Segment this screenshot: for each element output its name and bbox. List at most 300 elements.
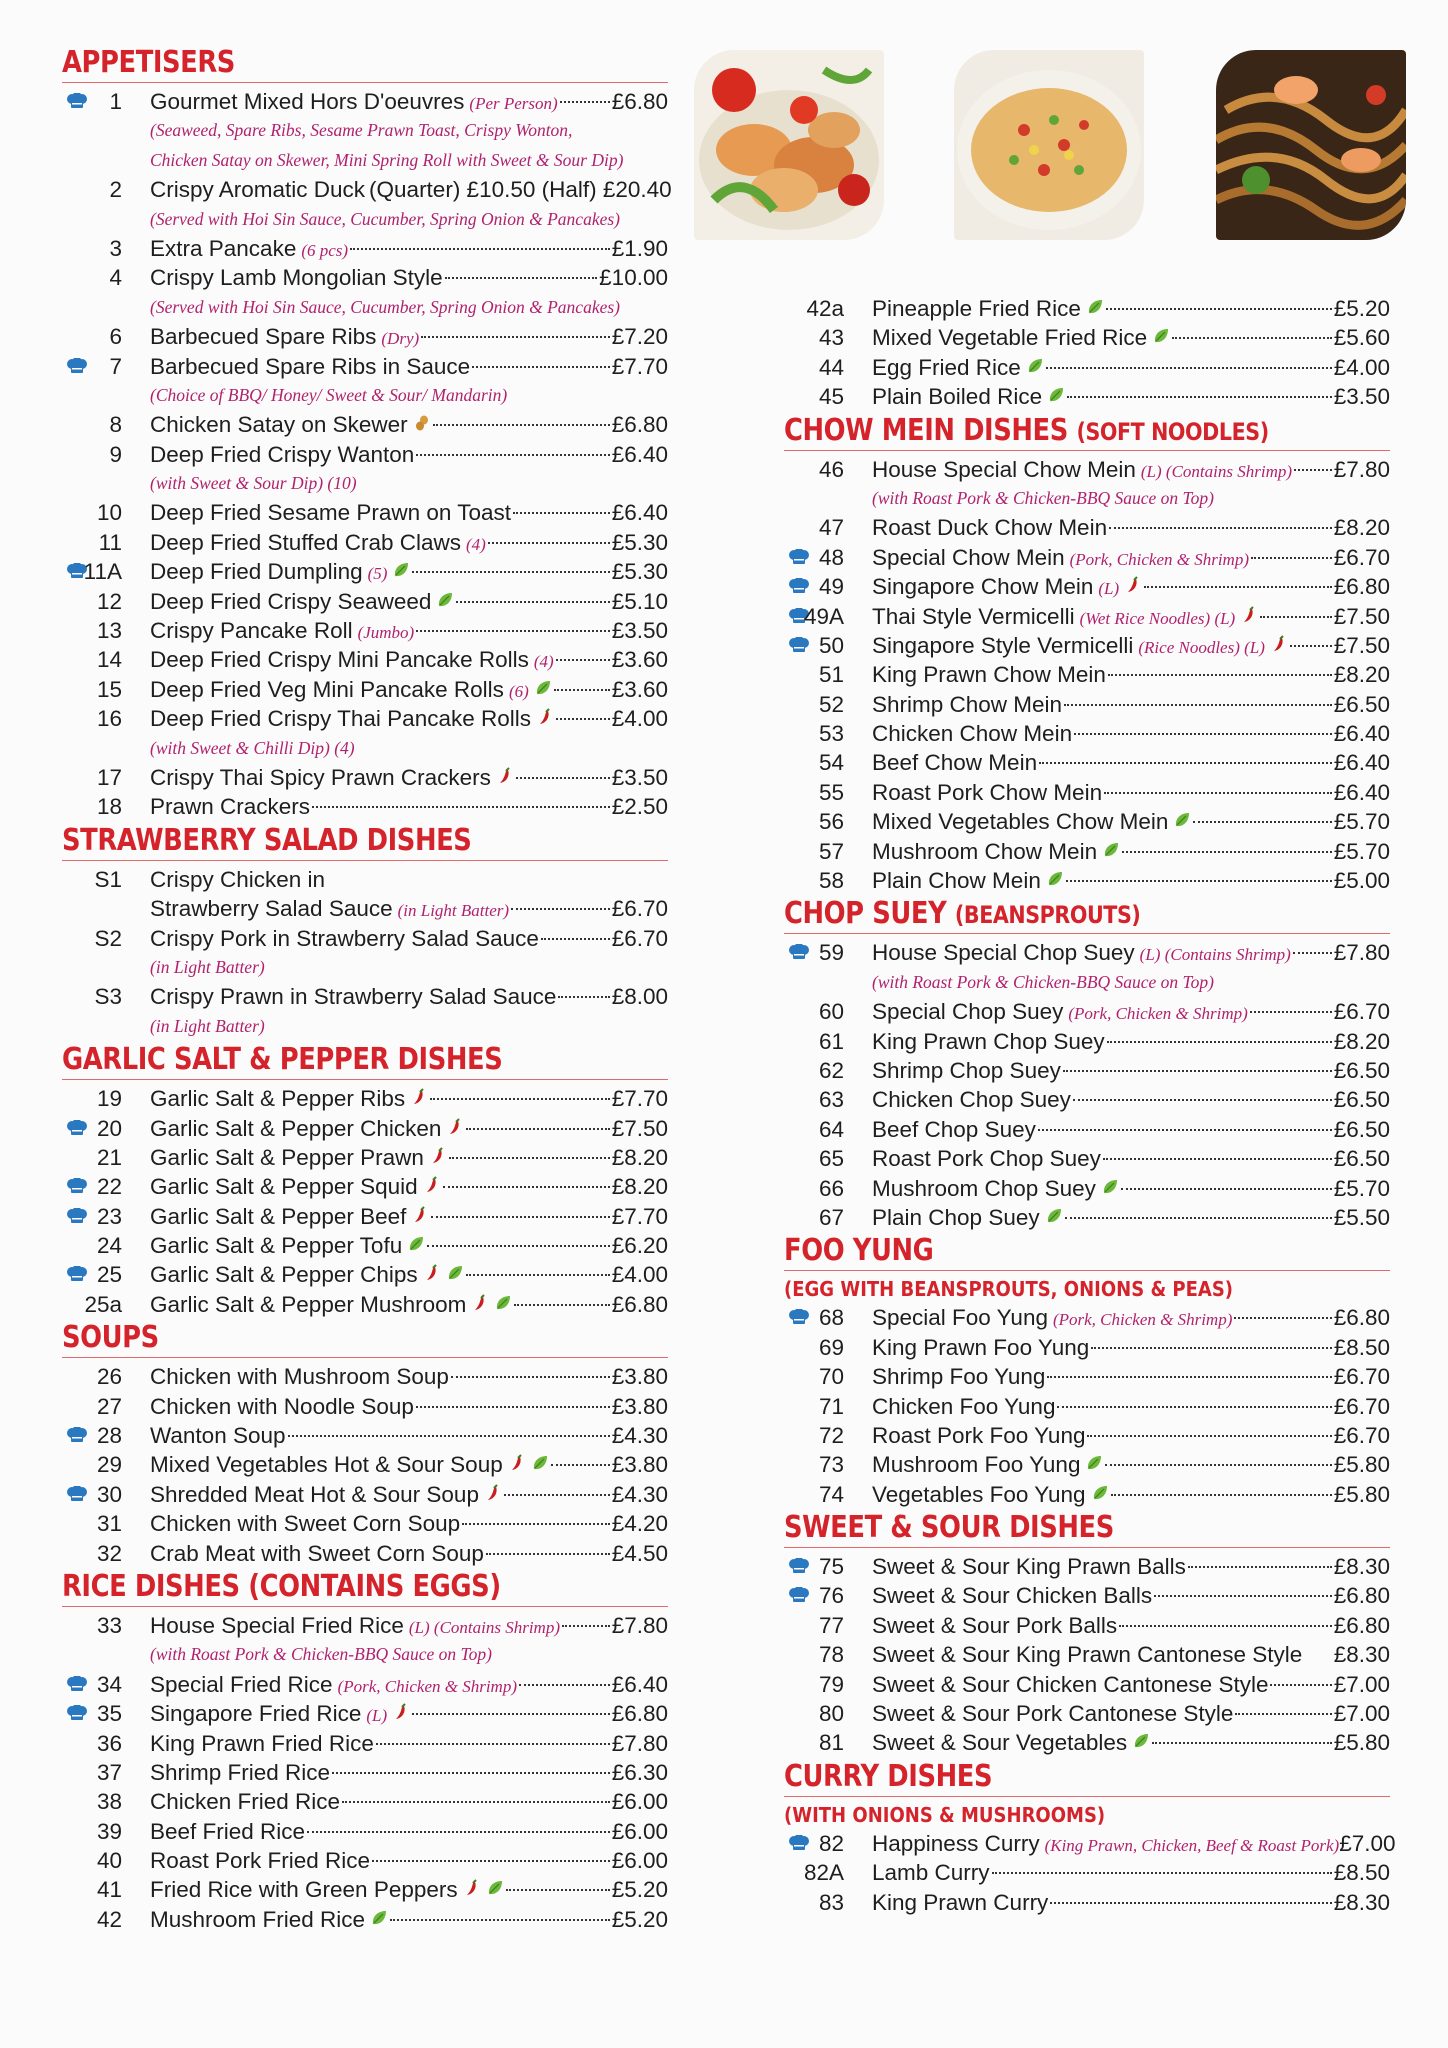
item-name: Egg Fried Rice: [872, 354, 1021, 380]
item-price: £4.00: [611, 1262, 668, 1288]
item-body: [150, 1231, 668, 1260]
menu-item: [62, 1172, 668, 1201]
item-name: Crab Meat with Sweet Corn Soup: [150, 1540, 484, 1566]
item-body: [872, 323, 1390, 352]
item-note: (Dry): [381, 329, 420, 349]
menu-item: [62, 1539, 668, 1568]
item-price: £8.50: [1333, 1860, 1390, 1886]
section-title: STRAWBERRY SALAD DISHES: [62, 822, 472, 858]
dot-leader: [551, 1464, 610, 1466]
item-body: [150, 440, 668, 469]
section-title: CHOP SUEY: [784, 896, 947, 932]
item-body: [150, 1084, 668, 1113]
vegetarian-leaf-icon: [1046, 870, 1064, 888]
item-description: (with Sweet & Chilli Dip) (4): [150, 737, 355, 758]
item-number: 42: [96, 1906, 122, 1932]
item-number: 59: [818, 940, 844, 966]
menu-item: [62, 498, 668, 527]
item-body: [150, 1817, 668, 1846]
item-number: 3: [109, 235, 122, 261]
item-price: £10.00: [599, 265, 668, 291]
item-name: Shrimp Fried Rice: [150, 1759, 331, 1785]
item-body: [150, 1143, 668, 1172]
item-name: Plain Boiled Rice: [872, 384, 1043, 410]
dot-leader: [1121, 1188, 1332, 1190]
menu-item: [784, 455, 1390, 484]
dot-leader: [462, 1523, 610, 1525]
dot-leader: [554, 689, 610, 691]
item-name: Extra Pancake: [150, 235, 297, 261]
item-name: House Special Chop Suey: [872, 940, 1135, 966]
vegetarian-leaf-icon: [494, 1294, 512, 1312]
item-body: [872, 1640, 1390, 1669]
item-body: [872, 1888, 1390, 1917]
menu-item: [62, 1260, 668, 1289]
vegetarian-leaf-icon: [392, 561, 410, 579]
item-price: £6.70: [611, 925, 668, 951]
item-price: £6.40: [1333, 779, 1390, 805]
vegetarian-leaf-icon: [1132, 1732, 1150, 1750]
dot-leader: [1193, 821, 1331, 823]
vegetarian-leaf-icon: [370, 1909, 388, 1927]
item-name: Shrimp Foo Yung: [872, 1364, 1046, 1390]
menu-item: [784, 1611, 1390, 1640]
menu-item: [62, 675, 668, 704]
item-number: 48: [818, 544, 844, 570]
item-name: Pineapple Fried Rice: [872, 296, 1081, 321]
item-price: £6.50: [1333, 1116, 1390, 1142]
item-number: 46: [818, 456, 844, 482]
item-body: [872, 602, 1390, 633]
menu-item: [62, 1290, 668, 1319]
item-body: [872, 294, 1390, 323]
item-body: [150, 175, 672, 204]
item-price: £7.50: [1333, 632, 1390, 658]
item-price: £6.70: [1333, 544, 1390, 570]
item-price: £6.40: [611, 500, 668, 526]
item-body: [872, 1392, 1390, 1421]
item-body: [150, 1290, 668, 1319]
menu-item: [62, 645, 668, 674]
item-description: (with Roast Pork & Chicken-BBQ Sauce on Top): [150, 1644, 493, 1665]
item-price: £6.40: [611, 441, 668, 467]
menu-item: [784, 631, 1390, 660]
item-body: [150, 645, 668, 676]
item-price: £5.00: [1333, 868, 1390, 894]
item-body: [150, 763, 668, 792]
item-price: £6.80: [1333, 1612, 1390, 1638]
dot-leader: [1063, 1070, 1332, 1072]
item-body: [150, 1670, 668, 1701]
dot-leader: [1172, 337, 1332, 339]
menu-item: [784, 660, 1390, 689]
item-description: (with Roast Pork & Chicken-BBQ Sauce on Top): [872, 971, 1215, 992]
item-price: £8.20: [1333, 1028, 1390, 1054]
item-note: (L): [366, 1706, 388, 1726]
item-number: 41: [96, 1877, 122, 1903]
item-number: 4: [109, 265, 122, 291]
item-name: Garlic Salt & Pepper Tofu: [150, 1233, 403, 1259]
dot-leader: [1104, 792, 1332, 794]
item-name: Fried Rice with Green Peppers: [150, 1877, 458, 1903]
spicy-chilli-icon: [496, 767, 514, 785]
item-body: [872, 1829, 1396, 1860]
item-body: [872, 1450, 1390, 1479]
item-name: Crispy Chicken in: [150, 866, 326, 892]
item-number: 67: [818, 1204, 844, 1230]
item-name: Mixed Vegetables Hot & Sour Soup: [150, 1452, 503, 1478]
item-price: £8.00: [611, 984, 668, 1010]
dot-leader: [1235, 1713, 1331, 1715]
item-note: (Wet Rice Noodles) (L): [1079, 608, 1236, 628]
item-body: [872, 1670, 1390, 1699]
section-divider: [62, 860, 668, 861]
item-note: (4): [533, 652, 554, 672]
item-number: 20: [96, 1115, 122, 1141]
spicy-chilli-icon: [463, 1879, 481, 1897]
menu-item: [784, 602, 1390, 631]
menu-item: [62, 528, 668, 557]
item-body: [872, 807, 1390, 836]
item-name: King Prawn Curry: [872, 1889, 1049, 1915]
item-price: £7.80: [611, 1612, 668, 1638]
item-price: £6.80: [1333, 1583, 1390, 1609]
dot-leader: [1260, 616, 1331, 618]
dot-leader: [1066, 880, 1332, 882]
item-number: 71: [818, 1393, 844, 1419]
menu-item: [784, 1115, 1390, 1144]
vegetarian-leaf-icon: [436, 591, 454, 609]
spicy-chilli-icon: [508, 1454, 526, 1472]
item-price: £6.70: [1333, 999, 1390, 1025]
item-number: 33: [96, 1612, 122, 1638]
menu-item: [62, 1670, 668, 1699]
dot-leader: [1290, 645, 1332, 647]
item-body: [150, 982, 668, 1011]
item-price: £6.70: [611, 896, 668, 922]
section-divider: [62, 82, 668, 83]
section-divider: [62, 1357, 668, 1358]
dot-leader: [1107, 1041, 1332, 1043]
item-price: £7.50: [1333, 603, 1390, 629]
spicy-chilli-icon: [429, 1147, 447, 1165]
section-divider: [784, 1270, 1390, 1271]
item-name: Crispy Thai Spicy Prawn Crackers: [150, 764, 491, 790]
item-number: 70: [818, 1364, 844, 1390]
section-divider: [784, 933, 1390, 934]
item-price: £6.70: [1333, 1364, 1390, 1390]
item-number: 72: [818, 1422, 844, 1448]
dot-leader: [1074, 733, 1332, 735]
menu-item: [62, 1905, 668, 1934]
menu-item: [784, 997, 1390, 1026]
item-name: Prawn Crackers: [150, 794, 311, 820]
item-number: S1: [94, 866, 122, 892]
item-body: [872, 837, 1390, 866]
item-price: £4.30: [611, 1423, 668, 1449]
item-name: Wanton Soup: [150, 1423, 286, 1449]
item-body: [150, 675, 668, 706]
item-body: [150, 1875, 668, 1904]
item-description: (in Light Batter): [150, 1015, 265, 1036]
vegetarian-leaf-icon: [1173, 811, 1191, 829]
item-body: [872, 455, 1390, 486]
menu-item: [62, 1875, 668, 1904]
section-title: RICE DISHES (CONTAINS EGGS): [62, 1568, 501, 1604]
item-description: (Served with Hoi Sin Sauce, Cucumber, Spring Onion & Pancakes): [150, 208, 620, 229]
item-number: 49: [818, 574, 844, 600]
item-number: 8: [109, 412, 122, 438]
item-name: Roast Pork Foo Yung: [872, 1422, 1086, 1448]
item-number: 55: [818, 779, 844, 805]
menu-item: [784, 572, 1390, 601]
item-number: 31: [96, 1511, 122, 1537]
item-price: £6.50: [1333, 691, 1390, 717]
menu-item: [784, 1858, 1390, 1887]
item-name: Thai Style Vermicelli: [872, 603, 1075, 629]
item-price: £6.80: [611, 1291, 668, 1317]
vegetarian-leaf-icon: [1085, 1454, 1103, 1472]
item-price: £7.80: [611, 1730, 668, 1756]
dot-leader: [376, 1743, 610, 1745]
item-name: Deep Fried Crispy Thai Pancake Rolls: [150, 706, 531, 732]
right-column: [784, 294, 1396, 1917]
item-name: Garlic Salt & Pepper Chicken: [150, 1115, 442, 1141]
dot-leader: [1106, 308, 1332, 310]
item-body: [872, 1085, 1390, 1114]
item-number: 64: [818, 1116, 844, 1142]
item-body: [872, 353, 1390, 382]
dot-leader: [1091, 1347, 1331, 1349]
spicy-chilli-icon: [1270, 635, 1288, 653]
menu-item: [62, 894, 668, 923]
item-name: Sweet & Sour King Prawn Balls: [872, 1554, 1186, 1580]
menu-item: [784, 323, 1390, 352]
item-price: £3.80: [611, 1364, 668, 1390]
item-number: 30: [96, 1481, 122, 1507]
dot-leader: [416, 630, 609, 632]
item-number: 42a: [806, 296, 844, 321]
dot-leader: [451, 1376, 610, 1378]
item-body: [150, 616, 668, 647]
item-number: 12: [96, 588, 122, 614]
item-name: Plain Chow Mein: [872, 868, 1041, 894]
menu-item: [784, 807, 1390, 836]
dot-leader: [1111, 1494, 1332, 1496]
item-note: (L) (Contains Shrimp): [408, 1617, 560, 1637]
menu-item: [62, 352, 668, 381]
item-name: House Special Fried Rice: [150, 1612, 404, 1638]
item-number: 61: [818, 1028, 844, 1054]
menu-item: [62, 1084, 668, 1113]
menu-item: [62, 924, 668, 953]
item-name: Mushroom Chop Suey: [872, 1175, 1096, 1201]
menu-item: [784, 1085, 1390, 1114]
menu-item: [62, 87, 668, 116]
item-price: £8.20: [611, 1174, 668, 1200]
item-number: 27: [96, 1393, 122, 1419]
item-price: £8.20: [611, 1144, 668, 1170]
dot-leader: [486, 1553, 610, 1555]
dot-leader: [1064, 704, 1332, 706]
item-price: £5.80: [1333, 1452, 1390, 1478]
menu-item: [784, 690, 1390, 719]
menu-item: [784, 1421, 1390, 1450]
item-name: Mushroom Chow Mein: [872, 838, 1098, 864]
item-description: (in Light Batter): [150, 956, 265, 977]
item-name: King Prawn Chow Mein: [872, 662, 1106, 688]
item-price: £8.30: [1333, 1554, 1390, 1580]
item-name: Deep Fried Crispy Mini Pancake Rolls: [150, 647, 529, 673]
item-price: £3.50: [611, 618, 668, 644]
menu-item: [62, 1611, 668, 1640]
item-number: 73: [818, 1452, 844, 1478]
item-number: 57: [818, 838, 844, 864]
item-body: [150, 1392, 668, 1421]
dot-leader: [558, 996, 609, 998]
item-name: Chicken with Sweet Corn Soup: [150, 1511, 461, 1537]
item-number: 9: [109, 441, 122, 467]
vegetarian-leaf-icon: [1091, 1484, 1109, 1502]
item-number: 53: [818, 721, 844, 747]
item-price: £4.00: [1333, 354, 1390, 380]
item-note: (L): [1098, 579, 1120, 599]
item-body: [872, 1144, 1390, 1173]
menu-item: [784, 382, 1390, 411]
menu-item: [62, 234, 668, 263]
menu-item: [62, 322, 668, 351]
item-name: Crispy Pancake Roll: [150, 618, 353, 644]
dot-leader: [312, 806, 610, 808]
spicy-chilli-icon: [536, 708, 554, 726]
item-name: Garlic Salt & Pepper Prawn: [150, 1144, 424, 1170]
item-number: 58: [818, 868, 844, 894]
item-number: 15: [96, 676, 122, 702]
section-title: SOUPS: [62, 1320, 159, 1356]
item-body: [872, 1303, 1390, 1334]
item-number: 69: [818, 1334, 844, 1360]
dot-leader: [514, 1304, 609, 1306]
dot-leader: [1250, 1011, 1332, 1013]
item-name: Roast Pork Chow Mein: [872, 779, 1103, 805]
menu-item: [62, 410, 668, 439]
item-price: £5.70: [1333, 1175, 1390, 1201]
item-price: £6.00: [611, 1848, 668, 1874]
item-body: [872, 1115, 1390, 1144]
item-body: [150, 865, 668, 894]
item-body: [150, 1362, 668, 1391]
dot-leader: [412, 1713, 610, 1715]
item-price: £3.80: [611, 1393, 668, 1419]
item-price: £6.80: [1333, 1305, 1390, 1331]
item-body: [150, 528, 668, 559]
item-number: 45: [818, 384, 844, 410]
dot-leader: [466, 1128, 609, 1130]
item-body: [150, 1846, 668, 1875]
item-price: £5.20: [611, 1906, 668, 1932]
spicy-chilli-icon: [484, 1484, 502, 1502]
menu-item: [62, 1202, 668, 1231]
item-number: 65: [818, 1146, 844, 1172]
item-body: [150, 1539, 668, 1568]
item-name: House Special Chow Mein: [872, 456, 1136, 482]
menu-item: [62, 1509, 668, 1538]
menu-item: [784, 748, 1390, 777]
item-body: [872, 719, 1390, 748]
vegetarian-leaf-icon: [407, 1235, 425, 1253]
dot-leader: [1057, 1406, 1331, 1408]
menu-item: [784, 513, 1390, 542]
item-body: [872, 572, 1390, 603]
item-name: Deep Fried Veg Mini Pancake Rolls: [150, 676, 504, 702]
item-body: [872, 1174, 1390, 1203]
menu-item: [62, 1114, 668, 1143]
item-name: Chicken Fried Rice: [150, 1789, 341, 1815]
item-name: Garlic Salt & Pepper Mushroom: [150, 1291, 467, 1317]
menu-item: [784, 1392, 1390, 1421]
section-divider: [62, 1079, 668, 1080]
item-number: 17: [96, 764, 122, 790]
dot-leader: [1251, 557, 1332, 559]
item-number: 81: [818, 1730, 844, 1756]
item-number: 83: [818, 1889, 844, 1915]
item-price: £5.70: [1333, 809, 1390, 835]
item-body: [150, 1699, 668, 1730]
menu-item: [62, 865, 668, 894]
item-number: 13: [96, 618, 122, 644]
item-name: Barbecued Spare Ribs: [150, 324, 377, 350]
menu-item: [62, 1787, 668, 1816]
menu-item: [784, 1056, 1390, 1085]
item-number: 16: [96, 706, 122, 732]
menu-item: [62, 175, 672, 204]
section-title-note: (BEANSPROUTS): [954, 901, 1141, 930]
menu-item: [62, 1421, 668, 1450]
item-price: £4.30: [611, 1481, 668, 1507]
section-heading: [62, 1568, 583, 1606]
item-price: £7.70: [611, 1203, 668, 1229]
item-price: £7.80: [1333, 940, 1390, 966]
item-price: £5.50: [1333, 1204, 1390, 1230]
item-price: £6.80: [611, 89, 668, 114]
menu-item: [784, 1174, 1390, 1203]
item-body: [150, 87, 668, 118]
item-note: (Pork, Chicken & Shrimp): [1068, 1004, 1248, 1024]
item-number: 34: [96, 1671, 122, 1697]
fried-rice-photo: [954, 50, 1144, 240]
menu-item: [784, 1333, 1390, 1362]
dot-leader: [445, 277, 598, 279]
vegetarian-leaf-icon: [1026, 357, 1044, 375]
section-heading: [784, 1758, 1305, 1796]
item-price: £6.70: [1333, 1393, 1390, 1419]
dot-leader: [427, 1245, 609, 1247]
item-body: [150, 704, 668, 733]
item-body: [150, 792, 668, 821]
item-note: (King Prawn, Chicken, Beef & Roast Pork): [1044, 1835, 1340, 1855]
item-body: [150, 1172, 668, 1201]
dot-leader: [449, 1157, 610, 1159]
item-number: 77: [818, 1612, 844, 1638]
dot-leader: [1108, 674, 1332, 676]
item-body: [872, 1333, 1390, 1362]
item-price: £7.70: [611, 1086, 668, 1112]
item-note: (5): [367, 564, 388, 584]
item-body: [872, 690, 1390, 719]
item-number: 24: [96, 1233, 122, 1259]
spicy-chilli-icon: [392, 1703, 410, 1721]
item-body: [872, 1699, 1390, 1728]
